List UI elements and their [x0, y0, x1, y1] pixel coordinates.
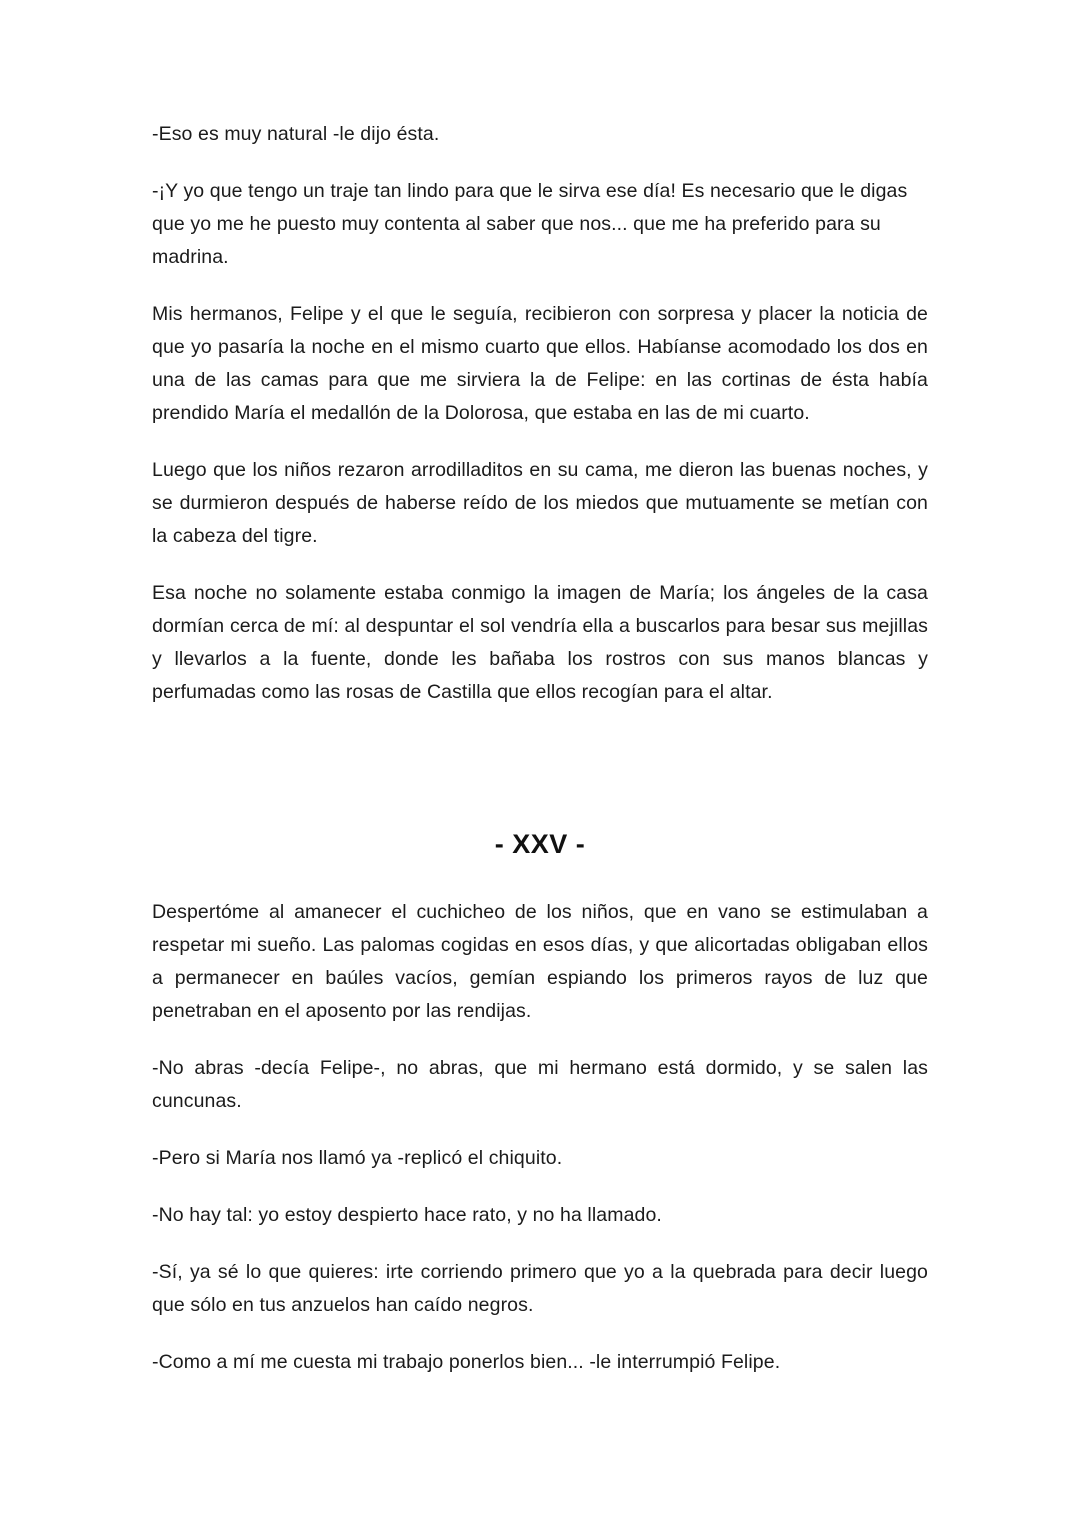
section-upper: [152, 118, 928, 709]
chapter-heading: - XXV -: [494, 829, 586, 859]
paragraph: Mis hermanos, Felipe y el que le seguía, recibieron con sorpresa y placer la noticia de que yo pasaría la noche en el mismo cuarto que ellos. Habíanse acomodado los dos en una de las camas para que me sirviera la de Felipe: en las cortinas de ésta había prendido María el medallón de la Dolorosa, que estaba en las de mi cuarto.: [152, 303, 928, 424]
paragraph: -¡Y yo que tengo un traje tan lindo para que le sirva ese día! Es necesario que le digas que yo me he puesto muy contenta al saber que nos... que me ha preferido para su madrina.: [152, 180, 908, 268]
paragraph: -Sí, ya sé lo que quieres: irte corriendo primero que yo a la quebrada para decir luego que sólo en tus anzuelos han caído negros.: [152, 1261, 928, 1316]
paragraph: Despertóme al amanecer el cuchicheo de los niños, que en vano se estimulaban a respetar mi sueño. Las palomas cogidas en esos días, y que alicortadas obligaban ellos a permanecer en baúles vacíos, gemían espiando los primeros rayos de luz que penetraban en el aposento por las rendijas.: [152, 901, 928, 1022]
section-chapter-xxv: [152, 896, 928, 1379]
paragraph: -No hay tal: yo estoy despierto hace rato, y no ha llamado.: [152, 1204, 662, 1226]
paragraph: Luego que los niños rezaron arrodilladitos en su cama, me dieron las buenas noches, y se durmieron después de haberse reído de los miedos que mutuamente se metían con la cabeza del tigre.: [152, 459, 928, 547]
paragraph: -No abras -decía Felipe-, no abras, que mi hermano está dormido, y se salen las cuncunas.: [152, 1057, 928, 1112]
paragraph: -Como a mí me cuesta mi trabajo ponerlos bien... -le interrumpió Felipe.: [152, 1351, 781, 1373]
paragraph: Esa noche no solamente estaba conmigo la imagen de María; los ángeles de la casa dormían cerca de mí: al despuntar el sol vendría ella a buscarlos para besar sus mejillas y llevarlos a la fuente, donde les bañaba los rostros con sus manos blancas y perfumadas como las rosas de Castilla que ellos recogían para el altar.: [152, 582, 928, 703]
paragraph: -Eso es muy natural -le dijo ésta.: [152, 123, 440, 145]
section-divider-space: [152, 733, 928, 829]
paragraph: -Pero si María nos llamó ya -replicó el chiquito.: [152, 1147, 563, 1169]
